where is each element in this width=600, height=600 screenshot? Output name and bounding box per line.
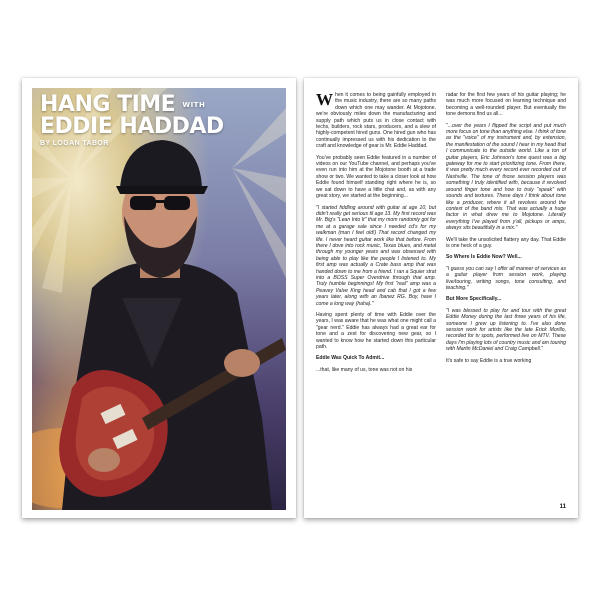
- intro-paragraph: [316, 92, 436, 150]
- pull-quote: "...over the years I flipped the script and put much more focus on tone than anything else. I think of tone as the "voice" of my instrument and, by extension, the manifestation of the sound I hear in my head that I communicate to the outside world. Like a ton of guitar players, Eric Johnson's tone quest was a big gateway for me to start prioritizing tone. From there, it was pretty much every record ever recorded out of Nashville. The tone of those session players was something I truly identified with, because it revolved around finger tone and how to truly "speak" with sounds and textures. These days I think about tone like a producer, where it all revolves around the context of the band mix. That was actually a huge factor in what drew me to Mojotone. Literally everything I've played from y'all, pickups or amps, always sits beautifully in a mix.": [446, 122, 566, 232]
- magazine-spread: [22, 78, 578, 524]
- headline-line-1: [40, 94, 224, 116]
- pull-quote: "I started fiddling around with guitar at age 10, but didn't really get serious til age 13. My first record was Mr. Big's "Lean Into It" that my mom randomly got for me at a garage sale since I needed cd's for my walkman (man I feel old!) That record changed my life. I never heard guitar work like that before. From there I dove into rock music, Texas blues, and metal through my younger years and was obsessed with being able to play like the people I listened to. My first amp was actually a Crate bass amp that was handed down to me from a friend. I ran a Squier strat into a BOSS Super Overdrive through that amp. Truly humble beginnings! My first "real" amp was a Peavey Valve King head and cab that I got a few years later, along with an Ibanez RG. Boy, have I come a long way (haha).": [316, 204, 436, 307]
- paragraph: ...that, like many of us, tone was not on his: [316, 366, 413, 373]
- paragraph: Having spent plenty of time with Eddie over the years, I was aware that he was what one might call a "gear nerd." Eddie has always had a great ear for tone and a zest for discovering new gear, so I wanted to know how he started down this particular path.: [316, 312, 436, 351]
- paragraph: radar for the first few years of his guitar playing; he was much more focused on learning technique and becoming a well-rounded player. But eventually the tone demons find us all...: [446, 92, 566, 118]
- pull-quote: "I was blessed to play for and tour with the great Eddie Money during the last three years of his life, someone I grew up listening to. I've also done session work for artists like the late Erick Morillo, recorded for tv spots, performed live on MTV. These days I'm playing lots of country music and am touring with Martin McDaniel and Craig Campbell.": [446, 307, 566, 353]
- subheading: But More Specifically...: [446, 296, 502, 303]
- subheading: So Where Is Eddie Now? Well...: [446, 254, 522, 261]
- right-page: [304, 78, 578, 518]
- paragraph: We'll take the unsolicited flattery any day. That Eddie is one heck of a guy.: [446, 236, 566, 249]
- subheading: Eddie Was Quick To Admit...: [316, 355, 385, 362]
- article-columns: [316, 92, 566, 508]
- byline: BY LOGAN TABOR: [40, 140, 109, 147]
- article-column-1: [316, 92, 436, 508]
- drop-cap: W: [316, 90, 333, 109]
- paragraph: It's safe to say Eddie is a true working: [446, 357, 532, 364]
- page-number: 11: [559, 504, 566, 510]
- headline-block: [40, 94, 224, 147]
- paragraph: You've probably seen Eddie featured in a number of videos on our YouTube channel, and perhaps you've even run into him at the Mojotone booth at a trade show or two. We wanted to take a closer look at how Eddie found himself standing right where he is, so we sat down to have a little chat and, as with any great story, we started at the beginning...: [316, 154, 436, 200]
- headline-with: WITH: [182, 101, 206, 109]
- intro-text: hen it comes to being gainfully employed in the music industry, there are so many paths down which one may wander. At Mojotone, we're obviously miles down the manufacturing and supply path which puts us in close contact with techs, builders, rock stars, producers, and a slew of highly-competent hired guns. One hired gun who has continually impressed us with his dedication to the craft and knowledge of gear is Mr. Eddie Haddad.: [316, 92, 436, 150]
- article-column-2: [446, 92, 566, 508]
- pull-quote: "I guess you can say I offer all manner of services as a guitar player from session work, playing live/touring, writing songs, tone consulting, and teaching.": [446, 265, 566, 291]
- guitarist-illustration: [32, 88, 286, 510]
- left-page: [22, 78, 296, 518]
- guitarist-photo: [32, 88, 286, 510]
- headline-hang-time: HANG TIME: [40, 92, 176, 117]
- headline-line-2: EDDIE HADDAD: [40, 114, 224, 139]
